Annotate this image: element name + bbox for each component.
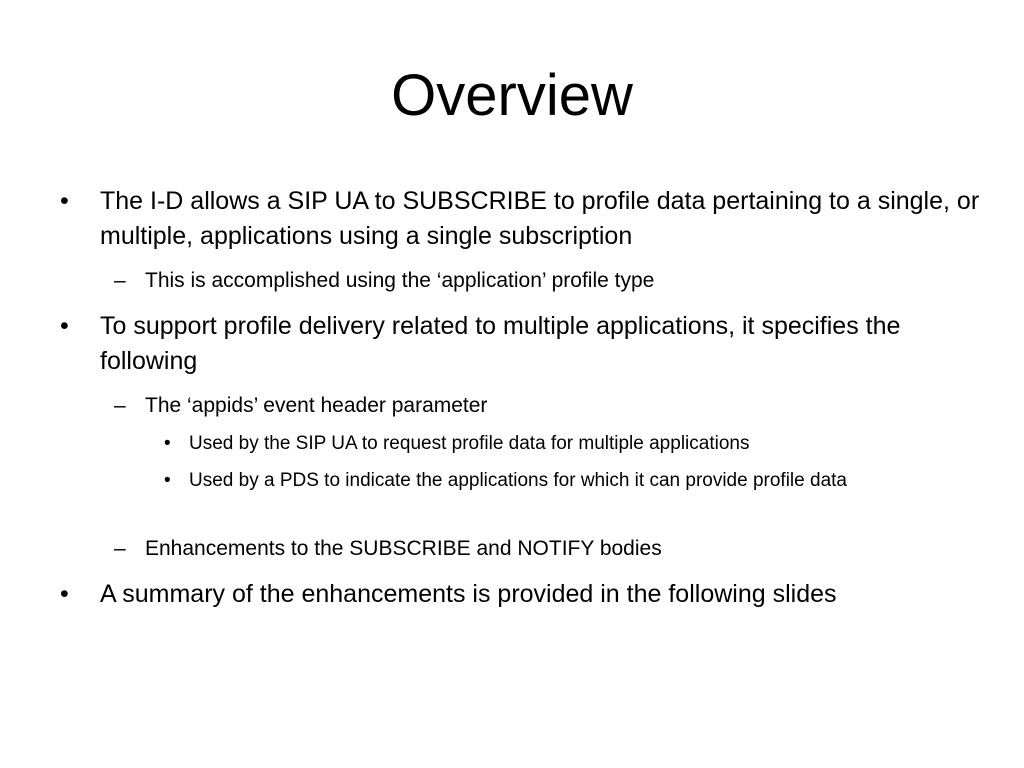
- bullet-text: A summary of the enhancements is provided in the following slides: [100, 580, 837, 608]
- bullet-marker: •: [60, 187, 69, 215]
- bullet-item: [60, 577, 980, 612]
- sub-bullet-item: [114, 392, 975, 420]
- sub-bullet-text: The ‘appids’ event header parameter: [145, 394, 488, 417]
- bullet-item: [60, 309, 980, 379]
- sub-bullet-item: [114, 267, 975, 295]
- bullet-marker: •: [60, 580, 69, 608]
- bullet-marker: •: [164, 433, 171, 454]
- bullet-item: [60, 184, 980, 254]
- sub-sub-bullet-item: [164, 430, 949, 458]
- dash-marker: –: [114, 269, 126, 292]
- dash-marker: –: [114, 394, 126, 417]
- sub-sub-bullet-text: Used by a PDS to indicate the applications for which it can provide profile data: [189, 470, 847, 491]
- bullet-marker: •: [60, 312, 69, 340]
- sub-bullet-text: Enhancements to the SUBSCRIBE and NOTIFY bodies: [145, 537, 662, 560]
- sub-sub-bullet-text: Used by the SIP UA to request profile data for multiple applications: [189, 433, 750, 454]
- bullet-marker: •: [164, 470, 171, 491]
- dash-marker: –: [114, 537, 126, 560]
- sub-bullet-text: This is accomplished using the ‘application’ profile type: [145, 269, 655, 292]
- bullet-text: To support profile delivery related to multiple applications, it specifies the following: [100, 312, 901, 375]
- slide-title: Overview: [391, 63, 633, 128]
- sub-bullet-item: [114, 535, 975, 563]
- sub-sub-bullet-item: [164, 467, 949, 495]
- bullet-text: The I-D allows a SIP UA to SUBSCRIBE to profile data pertaining to a single, or multiple, applications using a single subscription: [100, 187, 980, 250]
